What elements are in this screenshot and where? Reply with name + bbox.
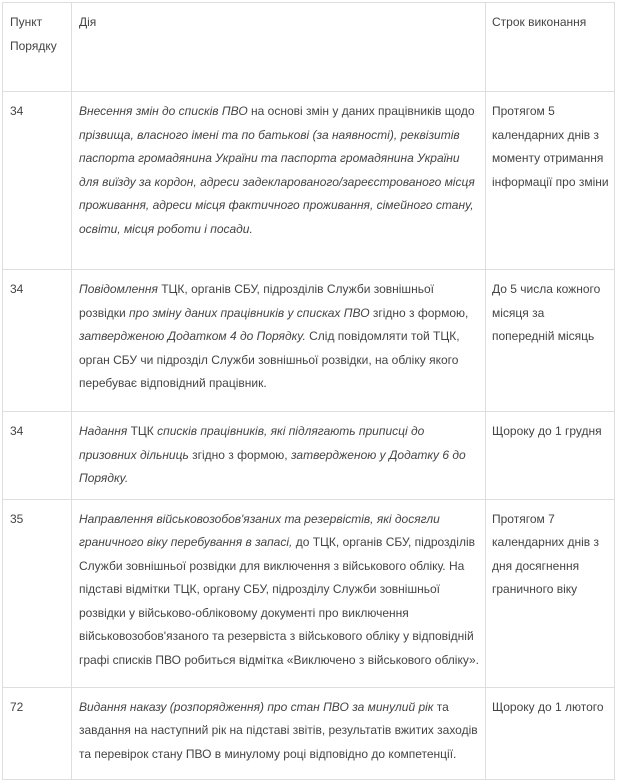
action-segment: про зміну даних працівників у списках ПВО — [129, 305, 370, 320]
action-segment: на основі змін у даних працівників щодо — [247, 104, 475, 118]
action-segment: ТЦК — [127, 424, 158, 438]
action-segment: затвердженою Додатком 4 до Порядку. — [79, 329, 306, 343]
table-row — [3, 270, 615, 412]
action-segment: Надання — [79, 424, 128, 438]
row-action — [72, 412, 486, 500]
row-action — [72, 92, 486, 270]
action-segment: Слід повідомляти той ТЦК, орган СБУ чи підрозділ Служби зовнішньої розвідки, на обліку якого перебуває відповідний працівник. — [79, 329, 460, 390]
action-segment: до ТЦК, органів СБУ, підрозділів Служби зовнішньої розвідки для виключення з військового обліку. На підставі відмітки ТЦК, органу СБУ, підрозділу Служби зовнішньої розвідки у військово-обліковому документі про виключення військовозобов'язаного та резервіста з військового обліку у відповідній графі списків ПВО робиться відмітка «Виключено з військового обліку». — [79, 535, 479, 667]
header-term: Строк виконання — [486, 3, 615, 92]
action-segment: Видання наказу (розпорядження) про стан ПВО за минулий рік — [79, 699, 434, 714]
row-term: Щороку до 1 лютого — [486, 687, 615, 779]
row-point: 34 — [3, 412, 72, 500]
row-point: 34 — [3, 270, 72, 412]
header-action: Дія — [72, 3, 486, 92]
row-term: Щороку до 1 грудня — [486, 412, 615, 500]
table-row — [3, 687, 615, 779]
row-action — [72, 270, 486, 412]
action-segment: згідно з формою, — [369, 305, 469, 320]
row-action — [72, 687, 486, 779]
action-segment: Внесення змін до списків ПВО — [79, 104, 248, 118]
action-segment: затвердженою у Додатку 6 до Порядку. — [79, 447, 466, 485]
action-segment: прізвища, власного імені та по батькові (за наявності), реквізитів паспорта громадянина України та паспорта громадянина України для виїзду за кордон, адреси задекларованого/зареєстрованого місця проживання, адреси місця фактичного проживання, сімейного стану, освіти, місця роботи і посади. — [79, 127, 475, 236]
row-term: До 5 числа кожного місяця за попередній місяць — [486, 270, 615, 412]
action-segment: списків працівників, які підлягають приписці до призовних дільниць — [79, 424, 425, 462]
table-row — [3, 92, 615, 270]
row-term: Протягом 7 календарних днів з дня досягнення граничного віку — [486, 499, 615, 687]
action-segment: Направлення військовозобов'язаних та резервістів, які досягли граничного віку перебування в запасі, — [79, 511, 440, 549]
military-registration-table — [2, 2, 615, 780]
row-point: 72 — [3, 687, 72, 779]
action-segment: Повідомлення — [79, 282, 158, 296]
row-point: 35 — [3, 499, 72, 687]
action-segment: ТЦК, органів СБУ, підрозділів Служби зовнішньої розвідки — [79, 282, 434, 320]
table-row — [3, 499, 615, 687]
table-row — [3, 412, 615, 500]
action-segment: та завдання на наступний рік на підставі звітів, результатів вжитих заходів та перевірок стану ПВО в минулому році відповідно до компетенції. — [79, 699, 478, 761]
row-point: 34 — [3, 92, 72, 270]
row-term: Протягом 5 календарних днів з моменту отримання інформації про зміни — [486, 92, 615, 270]
row-action — [72, 499, 486, 687]
action-segment: згідно з формою, — [188, 447, 291, 462]
table-header-row — [3, 3, 615, 92]
header-point: Пункт Порядку — [3, 3, 72, 92]
